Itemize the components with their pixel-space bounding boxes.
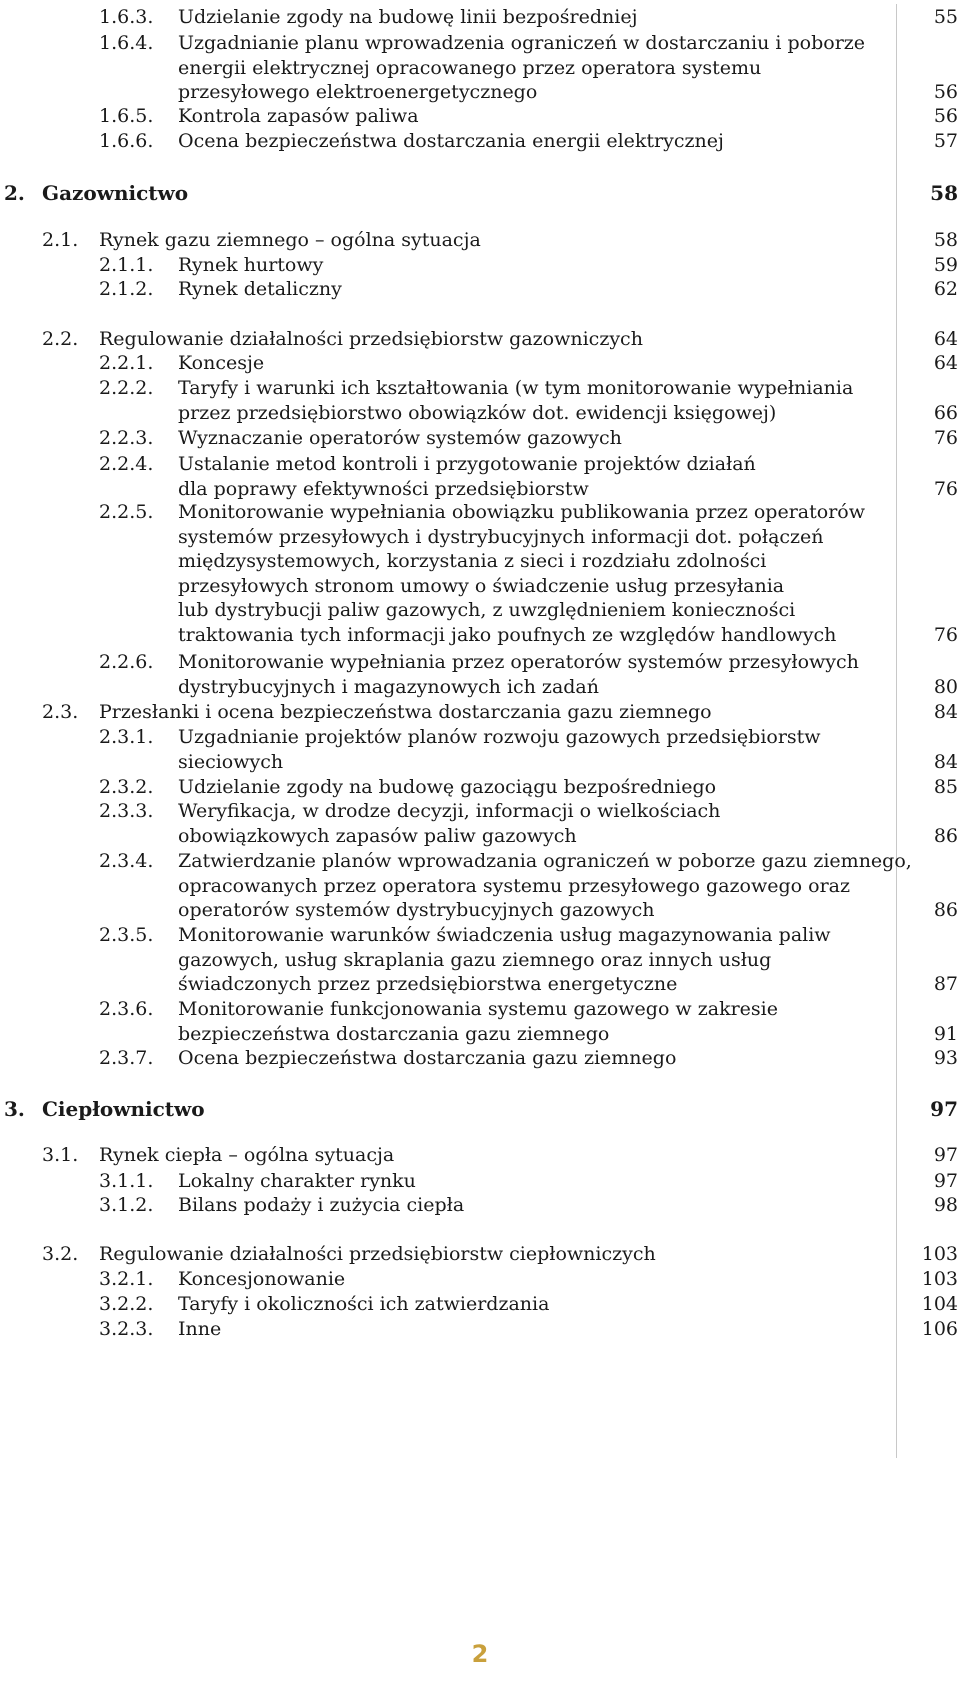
toc-page-number: 103 xyxy=(921,1268,958,1290)
toc-page-number: 104 xyxy=(921,1293,958,1315)
toc-entry-number: 3.1.1. xyxy=(99,1170,154,1192)
toc-entry-number: 2.2.1. xyxy=(99,352,154,374)
toc-entry-title: Ocena bezpieczeństwa dostarczania energii elektrycznej xyxy=(178,130,724,152)
toc-entry-number: 2.3.7. xyxy=(99,1047,154,1069)
toc-page-number: 86 xyxy=(933,824,958,847)
toc-entry-number: 3. xyxy=(4,1097,25,1121)
toc-entry-number: 2.2.6. xyxy=(99,651,154,673)
toc-entry-title: Przesłanki i ocena bezpieczeństwa dostarczania gazu ziemnego xyxy=(99,701,712,723)
toc-page-number: 76 xyxy=(933,477,958,500)
toc-entry-number: 3.2.2. xyxy=(99,1293,154,1315)
toc-entry-title: traktowania tych informacji jako poufnych ze względów handlowych xyxy=(178,624,837,646)
toc-entry-title: dystrybucyjnych i magazynowych ich zadań xyxy=(178,675,599,698)
toc-page-number: 64 xyxy=(933,352,958,374)
toc-entry-title: energii elektrycznej opracowanego przez operatora systemu xyxy=(178,56,762,79)
toc-entry-number: 1.6.4. xyxy=(99,32,154,54)
toc-entry-title: międzysystemowych, korzystania z sieci i rozdziału zdolności xyxy=(178,550,767,573)
toc-entry-title: Gazownictwo xyxy=(42,181,189,205)
toc-entry-number: 1.6.6. xyxy=(99,130,154,152)
toc-entry-title: Lokalny charakter rynku xyxy=(178,1170,416,1192)
toc-page-number: 98 xyxy=(933,1194,958,1216)
toc-entry-title: przesyłowych stronom umowy o świadczenie usług przesyłania xyxy=(178,574,785,597)
toc-entry-title: Taryfy i okoliczności ich zatwierdzania xyxy=(178,1293,550,1315)
toc-entry-number: 3.1.2. xyxy=(99,1194,154,1216)
toc-entry-title: Wyznaczanie operatorów systemów gazowych xyxy=(178,427,622,449)
toc-entry-number: 3.1. xyxy=(42,1144,79,1166)
toc-entry-number: 3.2. xyxy=(42,1243,79,1265)
toc-page-number: 85 xyxy=(933,776,958,798)
toc-entry-title: Weryfikacja, w drodze decyzji, informacji o wielkościach xyxy=(178,800,721,822)
toc-page-number: 55 xyxy=(933,6,958,28)
toc-entry-title: bezpieczeństwa dostarczania gazu ziemnego xyxy=(178,1022,610,1045)
toc-entry-title: obowiązkowych zapasów paliw gazowych xyxy=(178,824,577,847)
toc-entry-number: 2.2.2. xyxy=(99,377,154,399)
toc-page-number: 103 xyxy=(921,1243,958,1265)
toc-entry-title: dla poprawy efektywności przedsiębiorstw xyxy=(178,477,589,500)
toc-entry-number: 2.3.3. xyxy=(99,800,154,822)
toc-entry-title: Rynek gazu ziemnego – ogólna sytuacja xyxy=(99,229,481,251)
toc-page-number: 76 xyxy=(933,427,958,449)
toc-entry-title: przez przedsiębiorstwo obowiązków dot. ewidencji księgowej) xyxy=(178,401,777,424)
toc-page-number: 80 xyxy=(933,675,958,698)
toc-entry-title: gazowych, usług skraplania gazu ziemnego oraz innych usług xyxy=(178,948,772,971)
toc-page-number: 64 xyxy=(933,328,958,350)
toc-entry-title: Ciepłownictwo xyxy=(42,1097,205,1121)
toc-entry-title: Zatwierdzanie planów wprowadzania ograniczeń w poborze gazu ziemnego, xyxy=(178,850,912,872)
toc-entry-title: Ocena bezpieczeństwa dostarczania gazu ziemnego xyxy=(178,1047,677,1069)
page-column-divider xyxy=(896,4,897,1458)
toc-page-number: 76 xyxy=(933,624,958,646)
toc-entry-title: Ustalanie metod kontroli i przygotowanie projektów działań xyxy=(178,453,756,475)
toc-entry-number: 2.2.3. xyxy=(99,427,154,449)
toc-page-number: 58 xyxy=(930,181,958,205)
toc-entry-number: 2.2. xyxy=(42,328,79,350)
toc-entry-title: Bilans podaży i zużycia ciepła xyxy=(178,1194,465,1216)
toc-entry-title: Monitorowanie wypełniania obowiązku publikowania przez operatorów xyxy=(178,501,865,523)
toc-entry-title: świadczonych przez przedsiębiorstwa energetyczne xyxy=(178,973,678,996)
toc-entry-number: 2.1.2. xyxy=(99,278,154,300)
toc-entry-title: Koncesjonowanie xyxy=(178,1268,346,1290)
toc-page-number: 97 xyxy=(930,1097,958,1121)
toc-page-number: 106 xyxy=(921,1318,958,1340)
toc-page-number: 59 xyxy=(933,254,958,276)
toc-entry-number: 2.3.4. xyxy=(99,850,154,872)
toc-entry-title: opracowanych przez operatora systemu przesyłowego gazowego oraz xyxy=(178,874,850,897)
toc-entry-title: systemów przesyłowych i dystrybucyjnych informacji dot. połączeń xyxy=(178,525,824,548)
toc-page-number: 84 xyxy=(933,701,958,723)
toc-page-number: 56 xyxy=(933,81,958,104)
toc-entry-number: 2. xyxy=(4,181,25,205)
toc-page-number: 91 xyxy=(933,1022,958,1045)
toc-entry-title: Inne xyxy=(178,1318,222,1340)
toc-entry-title: Udzielanie zgody na budowę linii bezpośredniej xyxy=(178,6,638,28)
toc-entry-title: Koncesje xyxy=(178,352,265,374)
toc-entry-title: lub dystrybucji paliw gazowych, z uwzględnieniem konieczności xyxy=(178,599,796,622)
toc-page-number: 58 xyxy=(933,229,958,251)
toc-entry-number: 2.3.6. xyxy=(99,998,154,1020)
toc-page-number: 57 xyxy=(933,130,958,152)
toc-page-number: 97 xyxy=(933,1170,958,1192)
toc-page-number: 87 xyxy=(933,973,958,996)
toc-entry-title: sieciowych xyxy=(178,750,284,773)
toc-page-number: 86 xyxy=(933,899,958,922)
toc-entry-title: przesyłowego elektroenergetycznego xyxy=(178,81,538,104)
toc-entry-number: 3.2.1. xyxy=(99,1268,154,1290)
toc-entry-number: 2.3.5. xyxy=(99,924,154,946)
toc-entry-number: 2.1. xyxy=(42,229,79,251)
toc-entry-number: 2.3.1. xyxy=(99,726,154,748)
toc-entry-title: Uzgadnianie projektów planów rozwoju gazowych przedsiębiorstw xyxy=(178,726,821,748)
toc-entry-title: Regulowanie działalności przedsiębiorstw gazowniczych xyxy=(99,328,643,350)
toc-entry-title: Monitorowanie warunków świadczenia usług magazynowania paliw xyxy=(178,924,831,946)
toc-entry-title: Rynek ciepła – ogólna sytuacja xyxy=(99,1144,395,1166)
toc-entry-title: Rynek detaliczny xyxy=(178,278,342,300)
toc-entry-number: 3.2.3. xyxy=(99,1318,154,1340)
toc-entry-title: Taryfy i warunki ich kształtowania (w tym monitorowanie wypełniania xyxy=(178,377,854,399)
toc-page-number: 62 xyxy=(933,278,958,300)
toc-entry-title: Regulowanie działalności przedsiębiorstw ciepłowniczych xyxy=(99,1243,656,1265)
page-number: 2 xyxy=(471,1640,489,1668)
toc-entry-title: Monitorowanie wypełniania przez operatorów systemów przesyłowych xyxy=(178,651,859,673)
toc-page-number: 66 xyxy=(933,401,958,424)
toc-entry-number: 2.1.1. xyxy=(99,254,154,276)
toc-entry-number: 2.2.4. xyxy=(99,453,154,475)
toc-entry-title: Udzielanie zgody na budowę gazociągu bezpośredniego xyxy=(178,776,717,798)
toc-entry-title: Rynek hurtowy xyxy=(178,254,324,276)
toc-page-number: 97 xyxy=(933,1144,958,1166)
toc-page-number: 56 xyxy=(933,105,958,127)
toc-entry-number: 1.6.5. xyxy=(99,105,154,127)
toc-page-number: 84 xyxy=(933,750,958,773)
toc-entry-title: Uzgadnianie planu wprowadzenia ograniczeń w dostarczaniu i poborze xyxy=(178,32,866,54)
toc-entry-number: 2.3.2. xyxy=(99,776,154,798)
toc-entry-title: Kontrola zapasów paliwa xyxy=(178,105,419,127)
toc-entry-number: 2.2.5. xyxy=(99,501,154,523)
toc-entry-number: 2.3. xyxy=(42,701,79,723)
toc-entry-number: 1.6.3. xyxy=(99,6,154,28)
toc-entry-title: Monitorowanie funkcjonowania systemu gazowego w zakresie xyxy=(178,998,778,1020)
toc-page-number: 93 xyxy=(933,1047,958,1069)
toc-entry-title: operatorów systemów dystrybucyjnych gazowych xyxy=(178,899,655,922)
